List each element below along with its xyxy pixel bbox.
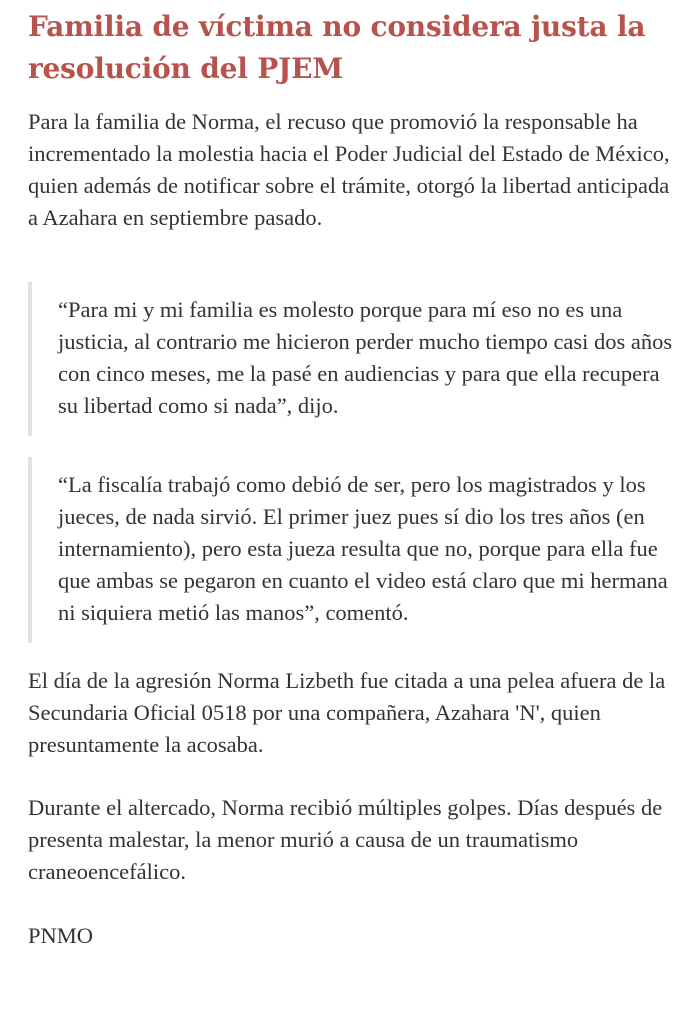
section-headline: Familia de víctima no considera justa la resolución del PJEM bbox=[28, 10, 646, 85]
quote-text: “Para mi y mi familia es molesto porque para mí eso no es una justicia, al contrario me hicieron perder mucho tiempo casi dos años con cinco meses, me la pasé en audiencias y para que ella recupera su libertad como si nada”, dijo. bbox=[58, 297, 673, 418]
blockquote bbox=[28, 457, 680, 643]
article-paragraph: Para la familia de Norma, el recuso que promovió la responsable ha incrementado la molestia hacia el Poder Judicial del Estado de México, quien además de notificar sobre el trámite, otorgó la libertad anticipada a Azahara en septiembre pasado. bbox=[28, 109, 670, 230]
article-body bbox=[28, 6, 680, 952]
byline: PNMO bbox=[28, 923, 94, 948]
blockquote bbox=[28, 282, 680, 436]
article-paragraph: Durante el altercado, Norma recibió múltiples golpes. Días después de presenta malestar, la menor murió a causa de un traumatismo craneoencefálico. bbox=[28, 795, 663, 884]
article-paragraph: El día de la agresión Norma Lizbeth fue citada a una pelea afuera de la Secundaria Oficial 0518 por una compañera, Azahara 'N', quien presuntamente la acosaba. bbox=[28, 668, 666, 757]
quote-text: “La fiscalía trabajó como debió de ser, pero los magistrados y los jueces, de nada sirvió. El primer juez pues sí dio los tres años (en internamiento), pero esta jueza resulta que no, porque para ella fue que ambas se pegaron en cuanto el video está claro que mi hermana ni siquiera metió las manos”, comentó. bbox=[58, 472, 668, 625]
